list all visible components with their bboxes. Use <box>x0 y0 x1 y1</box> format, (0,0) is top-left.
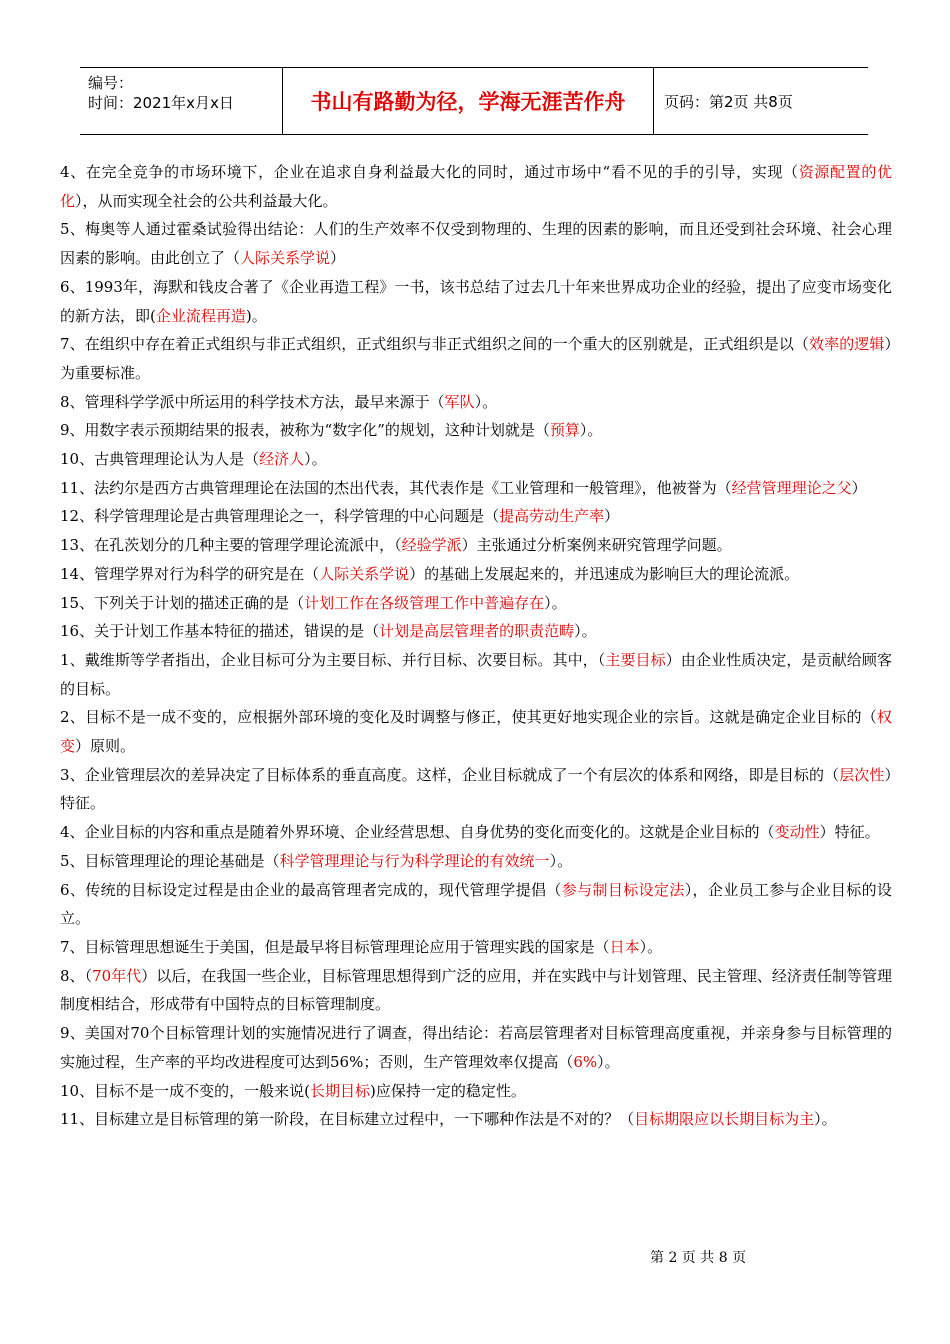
question-text-end: ）。 <box>474 392 498 411</box>
question-text-end: ）的基础上发展起来的，并迅速成为影响巨大的理论流派。 <box>409 564 800 583</box>
question-item <box>60 818 892 847</box>
answer-text: 效率的逻辑 <box>809 335 885 354</box>
answer-text: 企业流程再造 <box>155 306 246 325</box>
question-text: 4、在完全竞争的市场环境下，企业在追求自身利益最大化的同时，通过市场中“看不见的手的引导，实现（ <box>60 163 799 181</box>
question-text: 2、目标不是一成不变的，应根据外部环境的变化及时调整与修正，使其更好地实现企业的宗旨。这就是确定企业目标的（ <box>60 708 877 727</box>
question-text-end: ）为重要标准。 <box>60 335 892 382</box>
question-text-end: ）。 <box>579 421 603 440</box>
question-text: 6、传统的目标设定过程是由企业的最高管理者完成的，现代管理学提倡（ <box>60 880 562 899</box>
header-meta <box>80 68 283 134</box>
question-text-end: ）以后，在我国一些企业，目标管理思想得到广泛的应用，并在实践中与计划管理、民主管理、经济责任制等管理制度相结合，形成带有中国特点的目标管理制度。 <box>60 966 892 1014</box>
answer-text: 主要目标 <box>605 650 666 669</box>
question-text: 10、古典管理理论认为人是（ <box>60 450 260 469</box>
question-text-end: ）由企业性质决定，是贡献给顾客的目标。 <box>60 650 892 698</box>
question-text: 4、企业目标的内容和重点是随着外界环境、企业经营思想、自身优势的变化而变化的。这就是企业目标的（ <box>60 823 775 842</box>
question-item <box>60 388 892 417</box>
question-list <box>60 158 892 1134</box>
question-text-end: ）。 <box>814 1110 837 1129</box>
question-text-end: ） <box>330 249 346 268</box>
question-item <box>60 445 892 474</box>
question-item <box>60 1105 892 1134</box>
question-text-end: ）。 <box>597 1052 620 1071</box>
question-text: 16、关于计划工作基本特征的描述，错误的是（ <box>60 622 380 641</box>
question-text-end: ）。 <box>304 450 327 469</box>
question-text: 11、法约尔是西方古典管理理论在法国的杰出代表，其代表作是《工业管理和一般管理》，他被誉为（ <box>60 478 732 497</box>
question-text: 13、在孔茨划分的几种主要的管理学理论流派中，（ <box>60 536 402 555</box>
answer-text: 70年代 <box>92 966 142 985</box>
question-item <box>60 1019 892 1076</box>
question-text: 6、1993年，海默和钱皮合著了《企业再造工程》一书，该书总结了过去几十年来世界成功企业的经验，提出了应变市场变化的新方法，即( <box>60 277 892 325</box>
answer-text: 长期目标 <box>309 1081 370 1100</box>
question-text: 8、（ <box>60 966 93 985</box>
question-text-end: ）。 <box>544 593 567 612</box>
answer-text: 目标期限应以长期目标为主 <box>634 1110 815 1129</box>
question-item <box>60 847 892 876</box>
question-text: 8、管理科学学派中所运用的科学技术方法，最早来源于（ <box>60 392 445 411</box>
answer-text: 计划工作在各级管理工作中普遍存在 <box>304 593 545 612</box>
question-item <box>60 560 892 589</box>
question-text: 1、戴维斯等学者指出，企业目标可分为主要目标、并行目标、次要目标。其中，（ <box>60 650 606 669</box>
answer-text: 变动性 <box>774 823 820 842</box>
answer-text: 人际关系学说 <box>319 564 410 583</box>
question-text: 9、美国对70个目标管理计划的实施情况进行了调查，得出结论：若高层管理者对目标管理高度重视，并亲身参与目标管理的实施过程，生产率的平均改进程度可达到56%；否则，生产管理效率仅提高（ <box>60 1024 892 1071</box>
question-text-end: ） <box>604 507 620 526</box>
document-number-label: 编号： <box>88 74 134 92</box>
answer-text: 日本 <box>609 937 640 956</box>
question-text-end: )。 <box>245 306 267 325</box>
header-page-number: 页码：第2页 共8页 <box>664 92 793 111</box>
question-text: 14、管理学界对行为科学的研究是在（ <box>60 564 320 583</box>
page-footer: 第 2 页 共 8 页 <box>650 1250 747 1266</box>
answer-text: 科学管理理论与行为科学理论的有效统一 <box>279 851 550 870</box>
answer-text: 经营管理理论之父 <box>731 478 852 497</box>
question-item <box>60 876 892 933</box>
question-text: 12、科学管理理论是古典管理理论之一，科学管理的中心问题是（ <box>60 507 500 526</box>
answer-text: 经济人 <box>259 450 305 469</box>
question-text-end: ）。 <box>549 851 573 870</box>
answer-text: 军队 <box>444 392 475 411</box>
answer-text: 资源配置的优化 <box>60 163 892 210</box>
answer-text: 6% <box>573 1052 598 1071</box>
question-text-end: ），企业员工参与企业目标的设立。 <box>60 880 892 928</box>
document-time-label: 时间：2021年x月x日 <box>88 94 234 112</box>
question-item <box>60 416 892 445</box>
header-motto: 书山有路勤为径，学海无涯苦作舟 <box>283 68 654 134</box>
question-text: 5、梅奥等人通过霍桑试验得出结论：人们的生产效率不仅受到物理的、生理的因素的影响，而且还受到社会环境、社会心理因素的影响。由此创立了（ <box>60 220 892 268</box>
question-text-end: ）。 <box>574 622 597 641</box>
answer-text: 权变 <box>60 708 892 756</box>
question-item <box>60 646 892 703</box>
question-text: 7、在组织中存在着正式组织与非正式组织，正式组织与非正式组织之间的一个重大的区别就是，正式组织是以（ <box>60 335 810 354</box>
question-item <box>60 474 892 503</box>
answer-text: 经验学派 <box>401 536 462 555</box>
question-item <box>60 589 892 618</box>
answer-text: 计划是高层管理者的职责范畴 <box>379 622 575 641</box>
question-item <box>60 933 892 962</box>
answer-text: 层次性 <box>839 765 885 784</box>
question-text: 3、企业管理层次的差异决定了目标体系的垂直高度。这样，企业目标就成了一个有层次的体系和网络，即是目标的（ <box>60 765 840 784</box>
question-text-end: ）。 <box>639 937 663 956</box>
question-text: 10、目标不是一成不变的，一般来说( <box>60 1081 310 1100</box>
question-text-end: ）原则。 <box>75 737 136 756</box>
question-item <box>60 1077 892 1106</box>
question-item <box>60 158 892 215</box>
question-item <box>60 215 892 272</box>
question-text: 5、目标管理理论的理论基础是（ <box>60 851 280 870</box>
question-text: 15、下列关于计划的描述正确的是（ <box>60 593 305 612</box>
question-text-end: ）特征。 <box>60 765 892 813</box>
question-item <box>60 761 892 818</box>
question-item <box>60 703 892 760</box>
answer-text: 预算 <box>549 421 580 440</box>
answer-text: 参与制目标设定法 <box>561 880 685 899</box>
question-item <box>60 617 892 646</box>
question-text: 9、用数字表示预期结果的报表，被称为“数字化”的规划，这种计划就是（ <box>60 421 550 440</box>
question-item <box>60 273 892 330</box>
question-text: 7、目标管理思想诞生于美国，但是最早将目标管理理论应用于管理实践的国家是（ <box>60 937 610 956</box>
question-item <box>60 531 892 560</box>
question-item <box>60 502 892 531</box>
answer-text: 提高劳动生产率 <box>499 507 605 526</box>
question-item <box>60 962 892 1019</box>
question-text-end: ）特征。 <box>819 823 880 842</box>
question-text-end: ），从而实现全社会的公共利益最大化。 <box>75 191 338 210</box>
question-text-end: ）主张通过分析案例来研究管理学问题。 <box>461 536 732 555</box>
question-item <box>60 330 892 387</box>
header-table <box>80 67 868 135</box>
question-text-end: )应保持一定的稳定性。 <box>369 1081 526 1100</box>
question-text-end: ） <box>851 478 867 497</box>
answer-text: 人际关系学说 <box>240 249 331 268</box>
question-text: 11、目标建立是目标管理的第一阶段，在目标建立过程中，一下哪种作法是不对的？（ <box>60 1110 635 1129</box>
